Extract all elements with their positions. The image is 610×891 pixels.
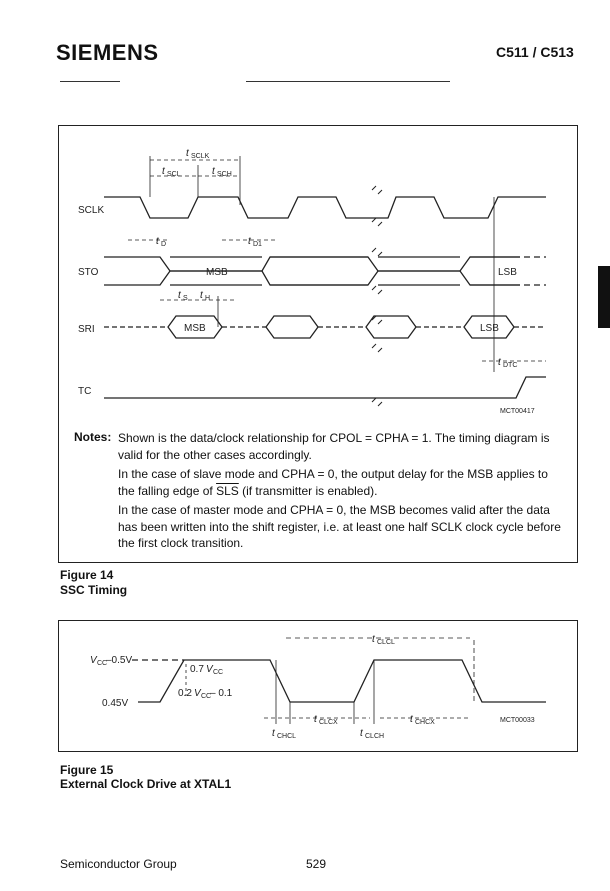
timing-label-ts: S xyxy=(183,295,188,302)
ssc-timing-diagram xyxy=(0,0,610,430)
note-2 xyxy=(118,466,564,499)
sto-lsb-label: LSB xyxy=(498,267,517,278)
figure15-title: External Clock Drive at XTAL1 xyxy=(60,777,232,791)
timing-label-tchcx: CHCX xyxy=(415,719,435,726)
svg-text:t: t xyxy=(498,357,501,368)
signal-label-sto: STO xyxy=(78,267,99,278)
svg-text:t: t xyxy=(272,728,275,739)
svg-text:CC: CC xyxy=(213,669,224,676)
note-2-text-b: (if transmitter is enabled). xyxy=(238,483,378,498)
timing-label-td: D xyxy=(161,241,167,248)
timing-label-tdtc: DTC xyxy=(503,362,518,369)
figure15-ref-code: MCT00033 xyxy=(500,717,535,724)
timing-label-th: H xyxy=(205,295,211,302)
sto-msb-label: MSB xyxy=(206,267,228,278)
timing-label-tchcl: CHCL xyxy=(277,733,297,740)
note-1: Shown is the data/clock relationship for CPOL = CPHA = 1. The timing diagram is valid for the other cases accordingly. xyxy=(118,431,550,462)
svg-text:V: V xyxy=(194,688,201,699)
svg-text:t: t xyxy=(410,714,413,725)
signal-label-sclk: SCLK xyxy=(78,205,105,216)
note-2-sls: $\overline{SLS}$ xyxy=(216,483,239,498)
figure14-ref-code: MCT00417 xyxy=(500,408,535,415)
timing-label-tclcl: CLCL xyxy=(377,639,395,646)
sri-cell-3 xyxy=(366,316,416,338)
svg-text:t: t xyxy=(156,236,159,247)
sclk-waveform xyxy=(104,197,546,218)
svg-text:CC: CC xyxy=(97,660,108,667)
svg-text:t: t xyxy=(360,728,363,739)
brand-logo: SIEMENS xyxy=(56,40,159,65)
svg-text:t: t xyxy=(162,166,165,177)
sto-bus-bottom xyxy=(104,271,520,285)
signal-label-tc: TC xyxy=(78,386,92,397)
svg-text:t: t xyxy=(186,148,189,159)
timing-label-tclch: CLCH xyxy=(365,733,385,740)
notes-label: Notes: xyxy=(74,430,112,444)
svg-text:t: t xyxy=(212,166,215,177)
footer-company: Semiconductor Group xyxy=(60,857,177,871)
timing-label-tsch: SCH xyxy=(217,171,232,178)
tc-waveform xyxy=(104,377,546,398)
level-vcc-minus: –0.5V xyxy=(106,655,133,666)
level-offset: – 0.1 xyxy=(210,688,233,699)
figure14-title: SSC Timing xyxy=(60,583,128,597)
figure14-number: Figure 14 xyxy=(60,568,114,582)
svg-text:V: V xyxy=(90,655,97,666)
svg-text:t: t xyxy=(314,714,317,725)
svg-text:V: V xyxy=(206,664,213,675)
note-3: In the case of master mode and CPHA = 0, the MSB becomes valid after the data has been written into the shift register, i.e. at least one half SCLK clock cycle before the first clock transition. xyxy=(118,503,561,550)
timing-label-tclcx: CLCX xyxy=(319,719,338,726)
timing-label-tsclk: SCLK xyxy=(191,153,210,160)
sri-cell-2 xyxy=(266,316,318,338)
external-clock-diagram xyxy=(0,600,610,760)
level-low: 0.45V xyxy=(102,698,129,709)
level-20pct: 0.2 xyxy=(178,688,192,699)
sri-msb-label: MSB xyxy=(184,323,206,334)
figure15-number: Figure 15 xyxy=(60,763,114,777)
signal-label-sri: SRI xyxy=(78,324,95,335)
sto-bus-top xyxy=(104,257,520,271)
note-2-text-a: In the case of slave mode and CPHA = 0, the output delay for the MSB applies to the falling edge of xyxy=(118,467,548,498)
svg-text:t: t xyxy=(372,634,375,645)
sri-lsb-label: LSB xyxy=(480,323,499,334)
level-70pct: 0.7 xyxy=(190,664,204,675)
timing-label-td1: D1 xyxy=(253,241,262,248)
timing-label-tscl: SCL xyxy=(167,171,181,178)
svg-text:CC: CC xyxy=(201,693,212,700)
svg-text:t: t xyxy=(248,236,251,247)
footer-page-number: 529 xyxy=(306,857,327,871)
part-number: C511 / C513 xyxy=(496,44,574,60)
svg-text:t: t xyxy=(178,290,181,301)
svg-text:t: t xyxy=(200,290,203,301)
